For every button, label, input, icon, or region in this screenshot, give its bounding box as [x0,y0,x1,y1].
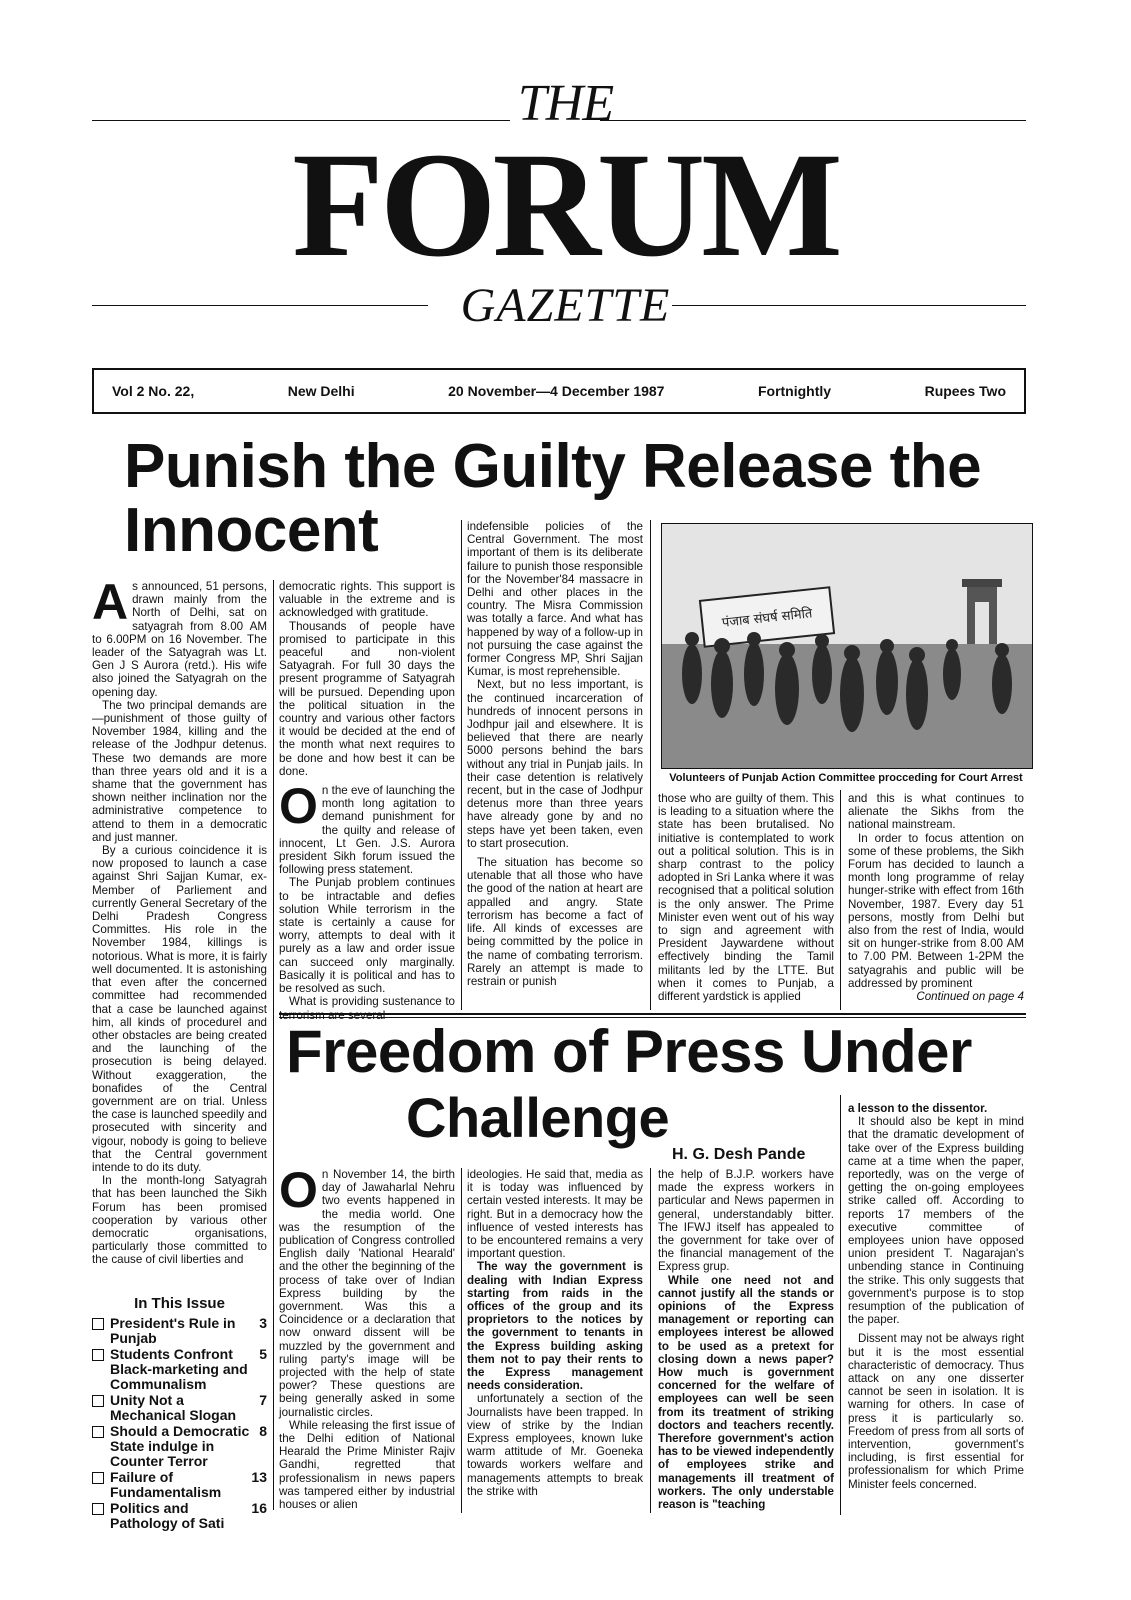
story1-col3-p1: indefensible policies of the Central Government. The most important of them is its deliberate failure to punish those responsible for the November'84 massacre in Delhi and other places in the country. The Misra Commission was totally a farce. And what has happened by way of a follow-up in not pursuing the case against the former Congress MP, Shri Sajjan Kumar, is most reprehensible. [467,520,643,679]
story1-col2-p4: The Punjab problem continues to be intractable and defies solution While terrorism in the state is certainly a cause for worry, attempts to deal with it purely as a law and order issue can succeed only marginally. Basically it is political and has to be resolved as such. [279,876,455,996]
city: New Delhi [287,383,355,399]
checkbox-icon [92,1349,104,1361]
story1-col2-p2: Thousands of people have promised to participate in this peaceful and non-violent Satyagrah. For full 30 days the present programme of Satyagrah will be pursued. Depending upon the political situation in the country and various other factors it would be decided at the end of the month what next requires to be done and how best it can be done. [279,619,455,778]
protest-banner-text: पंजाब संघर्ष समिति [721,606,814,631]
story1-col1-p1: s announced, 51 persons, drawn mainly from the North of Delhi, sat on satyagrah from 8.00 AM to 6.00PM on 16 November. The leader of the Satyagrah was Lt. Gen J S Aurora (retd.). His wife also joined the Satyagrah on the opening day. [92,580,267,699]
story1-column-4 [658,792,834,1003]
story2-column-3 [658,1168,834,1511]
story1-headline-line2: Innocent [124,496,379,565]
volume-number: Vol 2 No. 22, [112,383,195,399]
story2-col3-p1: the help of B.J.P. workers have made the express workers in particular and News papermen in general, understandably bitter. The IFWJ itself has appealed to the government for take over of the financial management of the Express grup. [658,1168,834,1274]
story1-headline-line1: Punish the Guilty Release the [124,432,982,501]
story2-headline-line1: Freedom of Press Under [286,1018,972,1085]
story1-dropcap-a: A [92,574,129,630]
column-divider [461,520,462,1010]
toc-item[interactable]: Failure of Fundamentalism 13 [92,1470,267,1500]
story1-col2-p3: n the eve of launching the month long agitation to demand punishment for the quilty and release of innocent, Lt Gen. J.S. Aurora president Sikh forum issued the following press statement. [279,784,455,877]
story1-col5-p1: and this is what continues to alienate the Sikhs from the national mainstream. [848,792,1024,832]
story2-col1-p2: While releasing the first issue of the Delhi edition of National Hearald the Prime Minister Rajiv Gandhi, regretted that professionalism in news papers was tampered either by industrial houses or alien [279,1418,455,1512]
column-divider [650,520,651,1010]
column-divider [650,1168,651,1513]
story1-dropcap-o: O [279,778,318,835]
toc-item[interactable]: Students Confront Black-marketing and Communalism 5 [92,1347,267,1392]
checkbox-icon [92,1395,104,1407]
story2-col2-p1: ideologies. He said that, media as it is today was influenced by certain vested interests. It may be right. But in a democracy how the influence of vested interests has to be encountered remains a very important question. [467,1168,643,1261]
story1-col1-p4: In the month-long Satyagrah that has been launched the Sikh Forum has been promised cooperation by various other democratic organisations, particularly those committed to the cause of civil liberties and [92,1174,267,1267]
story2-col1-p1: n November 14, the birth day of Jawaharlal Nehru two events happened in the media world. One was the resumption of the publication of Congress controlled English daily 'National Hearald' and the other the beginning of the process of take over of Indian Express building by the government. Was this a Coincidence or a declaration that now onward dissent will be muzzled by the government and ruling party's image will be projected with the help of state power? These questions are being generally asked in some journalistic circles. [279,1168,455,1419]
story1-col5-p2: In order to focus attention on some of these problems, the Sikh Forum has decided to launch a month long programme of relay hunger-strike with effect from 16th November, 1987. Every day 51 persons, mostly from Delhi but also from the rest of India, would sit on hunger-strike from 8.00 AM to 7.00 PM. Between 1-2PM the satyagrahis and public will be addressed by prominent [848,831,1024,990]
story2-col2-p2: The way the government is dealing with Indian Express starting from raids in the offices of the group and its proprietors to the notices by the government to tenants in the Express building asking them not to pay their rents to the Express management needs consideration. [467,1260,643,1393]
protest-march-photo [661,523,1033,769]
story2-col4-p2: It should also be kept in mind that the dramatic development of take over of the Express building came at a time when the paper, reportedly, was on the verge of getting the on-going employees strike called off. According to reports 17 members of the executive committee of employees union have opposed union president T. Nagarajan's unbending stance in Continuing the strike. This only suggests that government's purpose is to stop resumption of the publication of the paper. [848,1115,1024,1327]
story1-col1-p3: By a curious coincidence it is now proposed to launch a case against Shri Sajjan Kumar, ex-Member of Parliement and currently General Secretary of the Delhi Pradesh Congress Committes. His role in the November 1984, killings is notorious. What is more, it is fairly well documented. It is astonishing that even after the concerned committee had recommended that a case be launched against him, all kinds of procedurel and other obstacles are being created and the launching of the prosecution is being delayed. Without exaggeration, the bonafides of the Central government are on trial. Unless the case is launched speedily and prosecuted with sincerity and vigour, nobody is going to believe that the Central government intende to do its duty. [92,844,267,1174]
column-divider [840,790,841,1010]
byline: H. G. Desh Pande [672,1146,806,1163]
masthead-the: THE [517,75,614,132]
story1-column-2 [279,580,455,1022]
story2-col4-p1: a lesson to the dissentor. [848,1102,988,1115]
issue-date: 20 November—4 December 1987 [448,383,665,399]
checkbox-icon [92,1472,104,1484]
column-divider [840,1095,841,1515]
column-divider [273,580,274,1510]
story2-column-4 [848,1102,1024,1491]
story2-col4-p3: Dissent may not be always right but it is the most essential characteristic of democracy. Thus attack on any one disserter cannot be seen in isolation. It is warning for others. In case of press it is particularly so. Freedom of press from all sorts of intervention, government's including, is first essential for professionalism for which Prime Minister feels concerned. [848,1332,1024,1491]
photo-caption: Volunteers of Punjab Action Committee procceding for Court Arrest [669,772,1023,784]
masthead-title: FORUM [292,122,839,288]
story1-col2-p5: What is providing sustenance to terrorism are several [279,995,455,1022]
story-separator [279,1013,1026,1015]
masthead-gazette: GAZETTE [460,279,671,332]
toc-item[interactable]: President's Rule in Punjab 3 [92,1316,267,1346]
story1-column-5 [848,792,1024,1003]
issue-info-bar [92,368,1026,414]
column-divider [461,1168,462,1513]
story2-column-2 [467,1168,643,1498]
story2-headline-line2: Challenge [406,1086,670,1149]
story2-column-1 [279,1162,455,1512]
story1-col1-p2: The two principal demands are—punishment of those guilty of November 1984, killing and the release of the Jodhpur detenus. These two demands are more than three years old and it is a shame that the government has shown neither inclination nor the administrative competence to attend to them in a democratic and just manner. [92,698,267,844]
toc-item[interactable]: Politics and Pathology of Sati 16 [92,1501,267,1531]
story1-col3-p3: The situation has become so utenable that all those who have the good of the nation at heart are appalled and angry. State terrorism has become a fact of life. All kinds of excesses are being committed by the police in the name of combating terrorism. Rarely an attempt is made to restrain or punish [467,856,643,988]
story1-column-3 [467,520,643,988]
story2-col3-p2: While one need not and cannot justify all the stands or opinions of the Express management or reporting can employees interest be allowed to be used as a pretext for closing down a news paper? How much is government concerned for the welfare of employees can well be seen from its treatment of striking doctors and teachers recently. Therefore government's action has to be viewed independently of employees strike and managements ill treatment of workers. The only understable reason is "teaching [658,1273,834,1512]
toc-item[interactable]: Unity Not a Mechanical Slogan 7 [92,1393,267,1423]
story1-col4-p1: those who are guilty of them. This is leading to a situation where the state has been brutalised. No initiative is contemplated to work out a political solution. This is in sharp contrast to the policy adopted in Sri Lanka where it was recognised that a political solution is the only answer. The Prime Minister even went out of his way to sign and agreement with President Jaywardene without effectively binding the Tamil militants led by the LTTE. But when it comes to Punjab, a different yardstick is applied [658,792,834,1004]
story2-dropcap-o: O [279,1162,318,1218]
photo-illustration [662,524,1032,768]
checkbox-icon [92,1426,104,1438]
in-this-issue-box [92,1295,267,1532]
toc-item[interactable]: Should a Democratic State indulge in Counter Terror 8 [92,1424,267,1469]
in-this-issue-title: In This Issue [134,1295,225,1312]
price: Rupees Two [924,383,1006,399]
checkbox-icon [92,1318,104,1330]
checkbox-icon [92,1503,104,1515]
frequency: Fortnightly [757,383,832,399]
continued-on-page-4: Continued on page 4 [916,990,1024,1004]
story1-col2-p1: democratic rights. This support is valuable in the extreme and is acknowledged with gratitude. [279,580,455,620]
story1-column-1 [92,574,267,1267]
story1-col3-p2: Next, but no less important, is the continued incarceration of hundreds of innocent persons in Jodhpur jail and elsewhere. It is believed that there are nearly 5000 persons behind the bars without any trial in Punjab jails. In their case detention is relatively recent, but in the case of Jodhpur detenus more than three years have already gone by and no steps have yet been taken, even to start prosecution. [467,678,643,850]
story2-col2-p3: unfortunately a section of the Journalists have been trapped. In view of strike by the Indian Express employees, known luke warm attitude of Mr. Goeneka towards workers welfare and managements attempts to break the strike with [467,1392,643,1498]
